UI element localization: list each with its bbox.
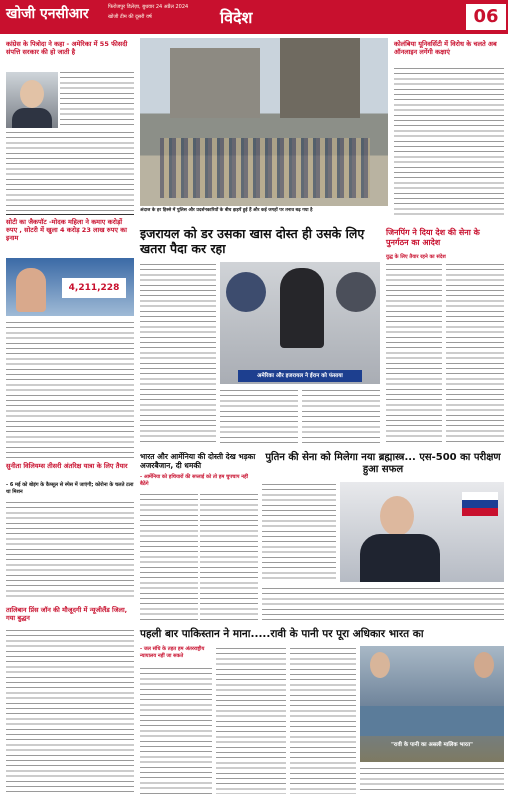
putin-photo bbox=[340, 482, 504, 582]
congress-body-right bbox=[60, 70, 134, 128]
crowd-shape bbox=[160, 138, 370, 198]
flag-shape bbox=[462, 492, 498, 516]
building-shape bbox=[170, 48, 260, 118]
person-shape bbox=[16, 268, 46, 312]
suit-shape bbox=[360, 534, 440, 582]
inset-portrait-2 bbox=[474, 652, 494, 678]
congress-body bbox=[6, 130, 134, 212]
portrait-center bbox=[280, 268, 324, 348]
armenia-headline: भारत और आर्मेनिया की दोस्ती देख भड़का अजरबैजान, दी धमकी bbox=[140, 452, 256, 470]
portrait-right bbox=[336, 272, 376, 312]
columbia-photo bbox=[140, 38, 388, 206]
soti-photo bbox=[6, 258, 134, 316]
ravi-photo-banner: "रावी के पानी का असली मालिक भारत" bbox=[390, 742, 474, 748]
pakistan-body-3 bbox=[290, 646, 356, 794]
israel-body-1 bbox=[140, 262, 216, 444]
soti-headline: सोटी का जैकपॉट -मोदक महिला ने कमाए करोड़ों रुपए , सोटरी में खुला 4 करोड़ 23 लाख रुपए का इनाम bbox=[6, 218, 127, 243]
xi-subhead: युद्ध के लिए तैयार रहने का संदेश bbox=[386, 254, 446, 260]
divider bbox=[6, 214, 134, 215]
putin-body-2 bbox=[262, 586, 504, 624]
xi-body-2 bbox=[446, 262, 504, 444]
columbia-photo-caption: अंदाज के हर हिस्से में पुलिस और प्रदर्शनकारियों के बीच झड़पें हुई हैं और कई जगहों पर तनाव बढ़ गया है bbox=[140, 208, 313, 213]
brand-logo: खोजी एनसीआर bbox=[6, 6, 89, 22]
building-shape-2 bbox=[280, 38, 360, 118]
israel-photo bbox=[220, 262, 380, 384]
soti-body bbox=[6, 320, 134, 458]
armenia-body-2 bbox=[200, 492, 258, 624]
israel-banner: अमेरिका और इजरायल ने ईरान को फंसाया bbox=[238, 370, 362, 382]
israel-body-2 bbox=[220, 388, 298, 444]
xi-body-1 bbox=[386, 262, 442, 444]
congress-headline: कांग्रेस के पित्रोदा ने कहा - अमेरिका में 55 फीसदी संपत्ति सरकार की हो जाती है bbox=[6, 40, 128, 57]
israel-body-3 bbox=[302, 388, 380, 444]
river-shape bbox=[360, 706, 504, 736]
pakistan-body-1 bbox=[140, 666, 212, 794]
cheque-badge: 4,211,228 bbox=[62, 278, 126, 298]
pitroda-photo bbox=[6, 72, 58, 128]
page-number: 06 bbox=[466, 4, 506, 30]
face-shape bbox=[20, 80, 44, 108]
pakistan-headline: पहली बार पाकिस्तान ने माना.....रावी के पानी पर पूरा अधिकार भारत का bbox=[140, 628, 424, 640]
columbia-body bbox=[394, 66, 504, 216]
pakistan-subhead: - जल संधि के तहत हम अंतरराष्ट्रीय न्यायालय नहीं जा सकते bbox=[140, 646, 205, 659]
issue-date: फिरोजपुर डिलेज़ा, बुधवार 24 अप्रैल 2024 bbox=[108, 4, 189, 10]
armenia-body-1 bbox=[140, 492, 198, 624]
taliban-body bbox=[6, 628, 134, 794]
sunita-headline: सुनीता विलियम्स तीसरी अंतरिक्ष यात्रा के लिए तैयार bbox=[6, 462, 128, 470]
xi-headline: जिनपिंग ने दिया देश की सेना के पुनर्गठन का आदेश bbox=[386, 228, 480, 247]
portrait-left bbox=[226, 272, 266, 312]
sunita-body bbox=[6, 500, 134, 600]
face-shape bbox=[380, 496, 414, 536]
israel-headline: इजरायल को डर उसका खास दोस्त ही उसके लिए खतरा पैदा कर रहा bbox=[140, 226, 365, 256]
putin-headline: पुतिन की सेना को मिलेगा नया ब्रह्मास्त्र... एस-500 का परीक्षण हुआ सफल bbox=[265, 452, 501, 475]
issue-year: खोजी टीम की दूसरी वर्ष bbox=[108, 14, 152, 20]
taliban-headline: तालिबान प्रिंस जॉन की मौजूदगी में न्यूजीलैंड जिला, गया बुद्धन bbox=[6, 606, 128, 623]
section-title: विदेश bbox=[220, 8, 253, 27]
sunita-subhead: - 6 मई को बोइंग के कैप्सूल से स्पेस में जाएंगी; कोरोना के चलते टला था मिशन bbox=[6, 482, 134, 495]
pakistan-body-2 bbox=[216, 646, 286, 794]
pakistan-body-4 bbox=[360, 766, 504, 794]
armenia-subhead: - आर्मेनिया को हथियारों की सप्लाई को तो हम चुपचाप नहीं बैठेंगे bbox=[140, 474, 248, 487]
inset-portrait-1 bbox=[370, 652, 390, 678]
shoulders-shape bbox=[12, 108, 52, 128]
putin-body-1 bbox=[262, 482, 336, 582]
columbia-headline: कोलंबिया यूनिवर्सिटी में विरोध के चलते अब ऑनलाइन लगेंगी कक्षाएं bbox=[394, 40, 497, 57]
